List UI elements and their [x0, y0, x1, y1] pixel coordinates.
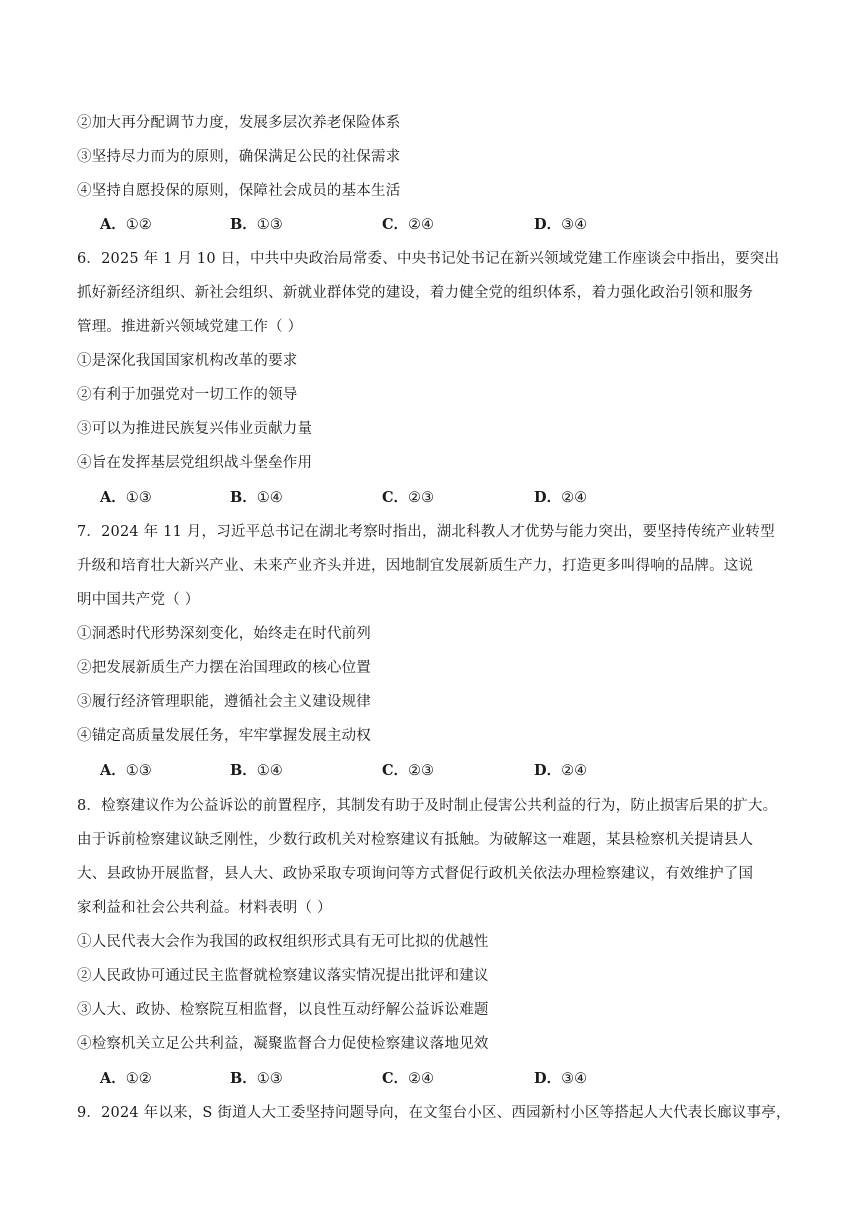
- q7-choice-a[interactable]: [100, 761, 152, 781]
- q7-option-1: ①洞悉时代形势深刻变化，始终走在时代前列: [77, 626, 371, 642]
- q6-stem-line-3: 管理。推进新兴领域党建工作（ ）: [77, 319, 303, 335]
- choice-letter: D．: [534, 489, 562, 506]
- choice-letter: B．: [230, 216, 257, 233]
- choice-letter: C．: [382, 216, 409, 233]
- q8-stem-line-1: 8．检察建议作为公益诉讼的前置程序，其制发有助于及时制止侵害公共利益的行为，防止损害后果的扩大。: [77, 798, 778, 814]
- choice-letter: A．: [100, 762, 126, 779]
- q8-option-4: ④检察机关立足公共利益，凝聚监督合力促使检察建议落地见效: [77, 1036, 489, 1052]
- choice-value: ②④: [408, 217, 435, 233]
- choice-value: ①③: [125, 490, 152, 506]
- q6-stem-line-2: 抓好新经济组织、新社会组织、新就业群体党的建设，着力健全党的组织体系，着力强化政治引领和服务: [77, 285, 754, 301]
- q5-option-4: ④坚持自愿投保的原则，保障社会成员的基本生活: [77, 183, 401, 199]
- q6-choice-c[interactable]: [382, 488, 434, 508]
- choice-value: ②③: [408, 490, 435, 506]
- choice-letter: A．: [100, 489, 126, 506]
- q7-choice-b[interactable]: [230, 761, 283, 781]
- choice-value: ②③: [408, 763, 435, 779]
- choice-value: ②④: [561, 490, 588, 506]
- choice-value: ①④: [256, 763, 283, 779]
- choice-letter: A．: [100, 1070, 126, 1087]
- q6-choices: [100, 488, 720, 508]
- q6-option-2: ②有利于加强党对一切工作的领导: [77, 387, 298, 403]
- q5-choice-b[interactable]: [230, 215, 283, 235]
- choice-value: ①③: [125, 763, 152, 779]
- q5-option-2: ②加大再分配调节力度，发展多层次养老保险体系: [77, 115, 401, 131]
- q6-choice-b[interactable]: [230, 488, 283, 508]
- q8-option-1: ①人民代表大会作为我国的政权组织形式具有无可比拟的优越性: [77, 934, 489, 950]
- choice-value: ③④: [561, 1071, 588, 1087]
- q6-option-3: ③可以为推进民族复兴伟业贡献力量: [77, 421, 313, 437]
- choice-value: ①③: [256, 1071, 283, 1087]
- choice-letter: B．: [230, 489, 257, 506]
- choice-value: ②④: [408, 1071, 435, 1087]
- q8-choice-a[interactable]: [100, 1069, 152, 1089]
- q5-choice-c[interactable]: [382, 215, 434, 235]
- q8-stem-line-3: 大、县政协开展监督，县人大、政协采取专项询问等方式督促行政机关依法办理检察建议，有效维护了国: [77, 866, 754, 882]
- choice-letter: C．: [382, 762, 409, 779]
- choice-value: ②④: [561, 763, 588, 779]
- choice-letter: A．: [100, 216, 126, 233]
- choice-letter: B．: [230, 1070, 257, 1087]
- choice-letter: C．: [382, 489, 409, 506]
- q7-option-2: ②把发展新质生产力摆在治国理政的核心位置: [77, 660, 371, 676]
- q7-option-3: ③履行经济管理职能，遵循社会主义建设规律: [77, 694, 371, 710]
- q7-choice-d[interactable]: [534, 761, 587, 781]
- q7-stem-line-2: 升级和培育壮大新兴产业、未来产业齐头并进，因地制宜发展新质生产力，打造更多叫得响的品牌。这说: [77, 558, 754, 574]
- q6-choice-d[interactable]: [534, 488, 587, 508]
- q5-choices: [100, 215, 720, 235]
- q6-option-1: ①是深化我国国家机构改革的要求: [77, 353, 298, 369]
- q8-stem-line-2: 由于诉前检察建议缺乏刚性，少数行政机关对检察建议有抵触。为破解这一难题，某县检察机关提请县人: [77, 832, 754, 848]
- choice-letter: D．: [534, 762, 562, 779]
- choice-letter: D．: [534, 216, 562, 233]
- choice-letter: D．: [534, 1070, 562, 1087]
- q5-choice-a[interactable]: [100, 215, 152, 235]
- q8-option-2: ②人民政协可通过民主监督就检察建议落实情况提出批评和建议: [77, 968, 489, 984]
- q7-stem-line-3: 明中国共产党（ ）: [77, 592, 200, 608]
- q8-option-3: ③人大、政协、检察院互相监督，以良性互动纾解公益诉讼难题: [77, 1002, 489, 1018]
- choice-value: ①②: [125, 217, 152, 233]
- q8-stem-line-4: 家利益和社会公共利益。材料表明（ ）: [77, 900, 332, 916]
- choice-value: ①②: [125, 1071, 152, 1087]
- choice-letter: C．: [382, 1070, 409, 1087]
- q6-option-4: ④旨在发挥基层党组织战斗堡垒作用: [77, 455, 313, 471]
- q9-stem-line-1: 9．2024 年以来，S 街道人大工委坚持问题导向，在文玺台小区、西园新村小区等搭起人大代表长廊议事亭，: [77, 1105, 791, 1121]
- choice-letter: B．: [230, 762, 257, 779]
- q7-stem-line-1: 7．2024 年 11 月，习近平总书记在湖北考察时指出，湖北科教人才优势与能力突出，要坚持传统产业转型: [77, 524, 775, 540]
- q6-choice-a[interactable]: [100, 488, 152, 508]
- q8-choice-c[interactable]: [382, 1069, 434, 1089]
- q7-choices: [100, 761, 720, 781]
- q8-choice-b[interactable]: [230, 1069, 283, 1089]
- choice-value: ①④: [256, 490, 283, 506]
- q6-stem-line-1: 6．2025 年 1 月 10 日，中共中央政治局常委、中央书记处书记在新兴领域党建工作座谈会中指出，要突出: [77, 251, 780, 267]
- choice-value: ①③: [256, 217, 283, 233]
- q5-choice-d[interactable]: [534, 215, 587, 235]
- q8-choices: [100, 1069, 720, 1089]
- choice-value: ③④: [561, 217, 588, 233]
- q7-option-4: ④锚定高质量发展任务，牢牢掌握发展主动权: [77, 728, 371, 744]
- q8-choice-d[interactable]: [534, 1069, 587, 1089]
- q5-option-3: ③坚持尽力而为的原则，确保满足公民的社保需求: [77, 149, 401, 165]
- q7-choice-c[interactable]: [382, 761, 434, 781]
